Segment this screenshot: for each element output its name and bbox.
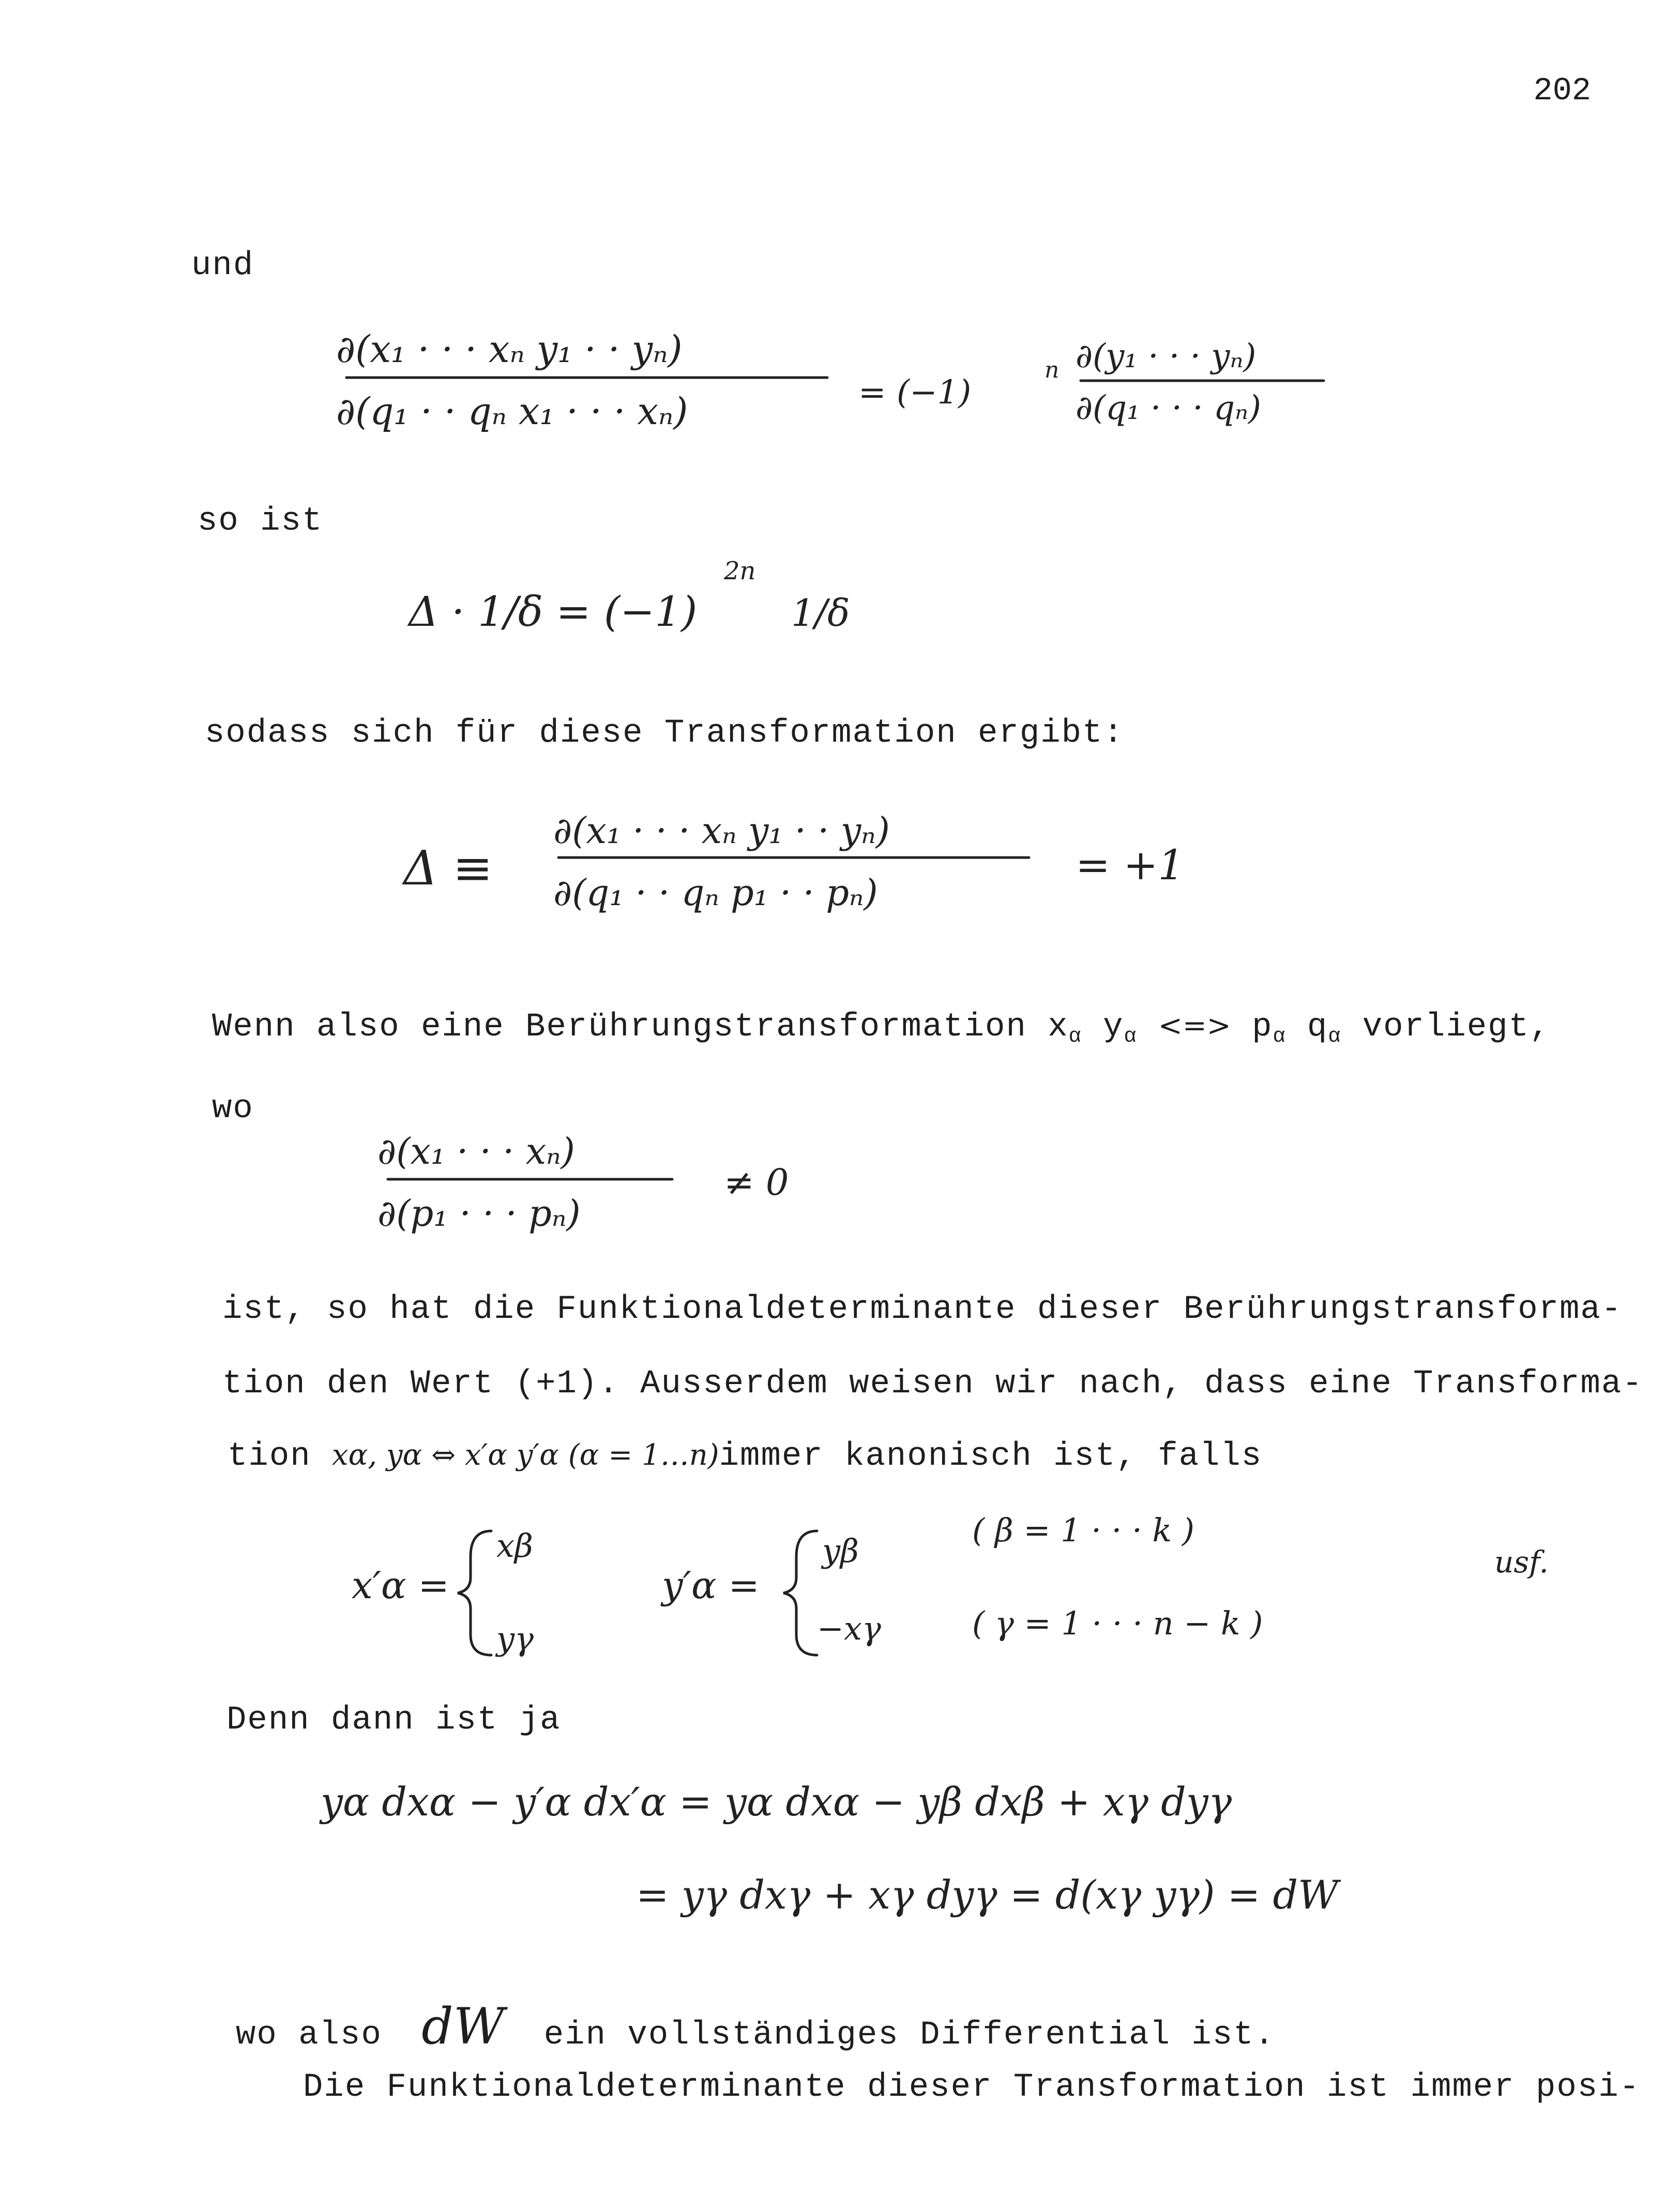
f1-numerator: ∂(x₁ · · · xₙ y₁ · · yₙ) [336,327,683,371]
text-wo: wo [212,1090,254,1128]
text-ist-so-hat: ist, so hat die Funktionaldeterminante dieser Berührungstransforma- [222,1291,1623,1328]
wenn-var-x: x [1048,1009,1069,1046]
f5-xa: x′α = [352,1564,449,1607]
f3-denominator: ∂(q₁ · · qₙ p₁ · · pₙ) [553,872,878,914]
f6-line1: yα dxα − y′α dx′α = yα dxα − yβ dxβ + xγ dyγ [321,1779,1232,1825]
f2-exponent: 2n [724,557,756,585]
formula-delta-jacobian [403,797,1282,931]
inline-dW: dW [421,1997,505,2055]
f5-usw: usf. [1494,1544,1549,1580]
ein-vollstaendiges: ein vollständiges Differential ist. [543,2017,1275,2054]
text-wenn-also: Wenn also eine Berührungstransformation $x_\alpha$ $y_\alpha$ <=> $p_\alpha$ $q_\alpha$ vorliegt, [212,1009,1551,1048]
f1-denominator: ∂(q₁ · · qₙ x₁ · · · xₙ) [336,389,688,433]
text-tion-den-wert: tion den Wert (+1). Ausserdem weisen wir nach, dass eine Transforma- [222,1365,1643,1403]
wenn-var-q: q [1307,1009,1328,1046]
formula-piecewise [352,1500,1593,1671]
text-so-ist: so ist [198,503,323,540]
f4-rhs: ≠ 0 [724,1161,789,1204]
f1-equals: = (−1) [858,373,972,412]
text-die-funktional: Die Funktionaldeterminante dieser Transformation ist immer posi- [303,2069,1640,2106]
formula-differential [321,1759,1613,1934]
wenn-var-p: p [1252,1009,1273,1046]
formula-jacobian-1 [331,321,1365,455]
wenn-arrow: <=> [1158,1009,1231,1043]
f5-xa-top: xβ [496,1527,533,1565]
text-tion-kanonisch [228,1438,1262,1475]
f5-gamma-range: ( γ = 1 · · · n − k ) [972,1604,1263,1642]
f5-ya-bot: −xγ [817,1610,881,1647]
f2-main: Δ · 1/δ = (−1) [408,588,698,636]
inline-transformation: xα, yα ⇔ x′α y′α (α = 1…n) [332,1438,719,1472]
formula-delta-1 [408,548,926,672]
f6-line2: = yγ dxγ + xγ dyγ = d(xγ yγ) = dW [636,1872,1339,1918]
f5-ya-top: yβ [822,1532,859,1570]
formula-jacobian-nonzero [372,1122,889,1246]
f5-xa-bot: yγ [496,1620,534,1658]
f5-ya: y′α = [662,1564,760,1607]
f1-exponent: n [1045,357,1060,383]
text-und: und [191,247,254,284]
f1-right-denominator: ∂(q₁ · · · qₙ) [1076,389,1261,427]
page-number: 202 [1533,72,1591,109]
f3-rhs: = +1 [1076,841,1185,889]
wenn-text-b: vorliegt, [1362,1009,1551,1046]
tion-rest: immer kanonisch ist, falls [719,1438,1263,1475]
text-denn-dann: Denn dann ist ja [226,1702,561,1739]
tion-word: tion [228,1438,311,1475]
f3-lhs: Δ ≡ [403,840,493,896]
text-sodass: sodass sich für diese Transformation ergibt: [205,715,1124,752]
f2-right: 1/δ [791,591,850,635]
wo-also-word: wo also [236,2017,382,2054]
f4-denominator: ∂(p₁ · · · pₙ) [377,1192,581,1235]
text-wo-also [236,1997,1275,2055]
f3-numerator: ∂(x₁ · · · xₙ y₁ · · yₙ) [553,809,890,852]
f1-right-numerator: ∂(y₁ · · · yₙ) [1076,337,1257,375]
wenn-var-y: y [1103,1009,1124,1046]
f5-beta-range: ( β = 1 · · · k ) [972,1511,1194,1549]
wenn-text-a: Wenn also eine Berührungstransformation [212,1009,1027,1046]
f4-numerator: ∂(x₁ · · · xₙ) [377,1130,575,1173]
